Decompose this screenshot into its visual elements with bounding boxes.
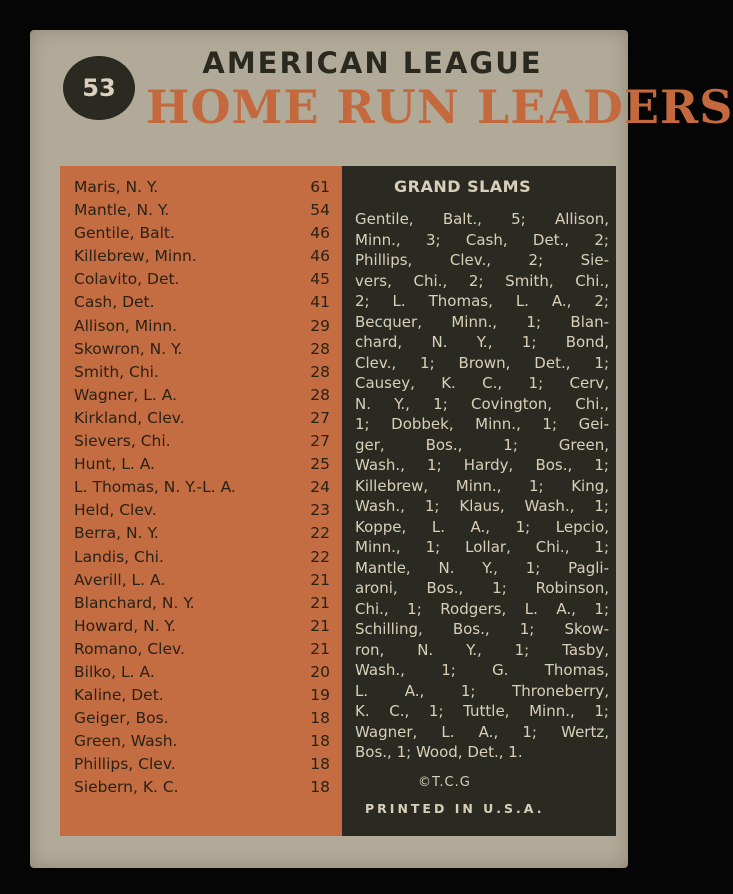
grand-slams-line: Mantle, N. Y., 1; Pagli- bbox=[355, 558, 609, 577]
leader-home-runs: 29 bbox=[310, 316, 330, 335]
leader-row bbox=[74, 245, 330, 268]
leader-home-runs: 20 bbox=[310, 662, 330, 681]
leader-name: Phillips, Clev. bbox=[74, 755, 176, 774]
grand-slams-line: Minn., 1; Lollar, Chi., 1; bbox=[355, 538, 609, 556]
leader-home-runs: 27 bbox=[310, 432, 330, 451]
leader-home-runs: 18 bbox=[310, 755, 330, 774]
grand-slams-line: chard, N. Y., 1; Bond, bbox=[355, 333, 609, 351]
leader-row bbox=[74, 546, 330, 569]
grand-slams-line: K. C., 1; Tuttle, Minn., 1; bbox=[355, 702, 609, 720]
leader-home-runs: 19 bbox=[310, 686, 330, 705]
leader-row bbox=[74, 661, 330, 684]
leader-name: Allison, Minn. bbox=[74, 316, 178, 335]
leader-home-runs: 18 bbox=[310, 778, 330, 797]
grand-slams-line: Chi., 1; Rodgers, L. A., 1; bbox=[355, 599, 609, 618]
leader-row bbox=[74, 291, 330, 314]
grand-slams-line: ron, N. Y., 1; Tasby, bbox=[355, 640, 609, 659]
grand-slams-line: Wash., 1; Klaus, Wash., 1; bbox=[355, 497, 609, 515]
grand-slams-line: 2; L. Thomas, L. A., 2; bbox=[355, 292, 609, 310]
leaders-list bbox=[74, 176, 330, 800]
leader-row bbox=[74, 776, 330, 799]
leader-name: Smith, Chi. bbox=[74, 362, 159, 381]
leader-name: Kaline, Det. bbox=[74, 686, 164, 705]
grand-slams-line: vers, Chi., 2; Smith, Chi., bbox=[355, 271, 609, 290]
leader-name: Killebrew, Minn. bbox=[74, 247, 197, 266]
grand-slams-line: aroni, Bos., 1; Robinson, bbox=[355, 579, 609, 597]
leader-name: Green, Wash. bbox=[74, 732, 178, 751]
leader-row bbox=[74, 430, 330, 453]
leader-home-runs: 22 bbox=[310, 524, 330, 543]
leader-name: Howard, N. Y. bbox=[74, 616, 176, 635]
leader-row bbox=[74, 453, 330, 476]
title-league: AMERICAN LEAGUE bbox=[202, 46, 543, 80]
leader-name: Kirkland, Clev. bbox=[74, 408, 185, 427]
grand-slams-line: Wash., 1; G. Thomas, bbox=[355, 661, 609, 679]
leader-home-runs: 45 bbox=[310, 270, 330, 289]
grand-slams-line: L. A., 1; Throneberry, bbox=[355, 681, 609, 700]
leader-name: Landis, Chi. bbox=[74, 547, 164, 566]
card-number: 53 bbox=[82, 74, 116, 102]
leader-home-runs: 22 bbox=[310, 547, 330, 566]
leader-name: Gentile, Balt. bbox=[74, 224, 175, 243]
leader-name: L. Thomas, N. Y.-L. A. bbox=[74, 478, 236, 497]
leader-name: Berra, N. Y. bbox=[74, 524, 159, 543]
leader-row bbox=[74, 407, 330, 430]
leader-row bbox=[74, 268, 330, 291]
leader-name: Averill, L. A. bbox=[74, 570, 166, 589]
leader-home-runs: 21 bbox=[310, 570, 330, 589]
leader-name: Cash, Det. bbox=[74, 293, 155, 312]
grand-slams-line: Wash., 1; Hardy, Bos., 1; bbox=[355, 456, 609, 474]
grand-slams-title: GRAND SLAMS bbox=[394, 177, 532, 196]
leader-row bbox=[74, 707, 330, 730]
leader-name: Hunt, L. A. bbox=[74, 455, 155, 474]
leader-row bbox=[74, 384, 330, 407]
leader-row bbox=[74, 222, 330, 245]
leader-name: Skowron, N. Y. bbox=[74, 339, 183, 358]
leader-row bbox=[74, 569, 330, 592]
leader-row bbox=[74, 199, 330, 222]
leader-row bbox=[74, 753, 330, 776]
grand-slams-line: Killebrew, Minn., 1; King, bbox=[355, 476, 609, 495]
leader-home-runs: 24 bbox=[310, 478, 330, 497]
grand-slams-line: Minn., 3; Cash, Det., 2; bbox=[355, 230, 609, 249]
leader-name: Blanchard, N. Y. bbox=[74, 593, 195, 612]
grand-slams-line: Koppe, L. A., 1; Lepcio, bbox=[355, 517, 609, 536]
leader-name: Wagner, L. A. bbox=[74, 385, 178, 404]
leader-home-runs: 25 bbox=[310, 455, 330, 474]
leader-home-runs: 28 bbox=[310, 339, 330, 358]
card-number-badge bbox=[63, 56, 135, 120]
leader-row bbox=[74, 176, 330, 199]
leader-home-runs: 21 bbox=[310, 593, 330, 612]
leader-home-runs: 27 bbox=[310, 408, 330, 427]
leader-home-runs: 21 bbox=[310, 639, 330, 658]
leader-row bbox=[74, 638, 330, 661]
leader-row bbox=[74, 730, 330, 753]
grand-slams-line: 1; Dobbek, Minn., 1; Gei- bbox=[355, 415, 609, 433]
grand-slams-line: Wagner, L. A., 1; Wertz, bbox=[355, 722, 609, 741]
leader-name: Maris, N. Y. bbox=[74, 178, 159, 196]
grand-slams-line: ger, Bos., 1; Green, bbox=[355, 435, 609, 454]
grand-slams-line: Bos., 1; Wood, Det., 1. bbox=[355, 743, 523, 761]
leader-home-runs: 46 bbox=[310, 224, 330, 243]
grand-slams-line: N. Y., 1; Covington, Chi., bbox=[355, 394, 609, 413]
leader-home-runs: 61 bbox=[310, 178, 330, 196]
leader-row bbox=[74, 315, 330, 338]
grand-slams-line: Schilling, Bos., 1; Skow- bbox=[355, 620, 609, 638]
leader-home-runs: 41 bbox=[310, 293, 330, 312]
leader-home-runs: 23 bbox=[310, 501, 330, 520]
leader-row bbox=[74, 684, 330, 707]
leader-name: Colavito, Det. bbox=[74, 270, 180, 289]
leader-row bbox=[74, 338, 330, 361]
title-category: HOME RUN LEADERS bbox=[146, 80, 733, 134]
leader-row bbox=[74, 615, 330, 638]
leader-row bbox=[74, 476, 330, 499]
leader-name: Held, Clev. bbox=[74, 501, 157, 520]
leader-name: Bilko, L. A. bbox=[74, 662, 155, 681]
leader-name: Geiger, Bos. bbox=[74, 709, 169, 728]
leader-row bbox=[74, 522, 330, 545]
leader-name: Romano, Clev. bbox=[74, 639, 185, 658]
grand-slams-line: Gentile, Balt., 5; Allison, bbox=[355, 210, 609, 228]
leader-name: Sievers, Chi. bbox=[74, 432, 171, 451]
leader-home-runs: 21 bbox=[310, 616, 330, 635]
grand-slams-line: Becquer, Minn., 1; Blan- bbox=[355, 312, 609, 331]
leader-home-runs: 18 bbox=[310, 732, 330, 751]
grand-slams-line: Phillips, Clev., 2; Sie- bbox=[355, 251, 609, 269]
leader-row bbox=[74, 592, 330, 615]
grand-slams-line: Causey, K. C., 1; Cerv, bbox=[355, 374, 609, 392]
leader-home-runs: 18 bbox=[310, 709, 330, 728]
grand-slams-line: Clev., 1; Brown, Det., 1; bbox=[355, 353, 609, 372]
copyright-text: ©T.C.G bbox=[418, 775, 471, 790]
printed-in-text: PRINTED IN U.S.A. bbox=[365, 801, 545, 816]
leader-home-runs: 54 bbox=[310, 201, 330, 220]
leader-row bbox=[74, 361, 330, 384]
grand-slams-text bbox=[355, 209, 609, 763]
leader-name: Siebern, K. C. bbox=[74, 778, 179, 797]
leader-row bbox=[74, 499, 330, 522]
leader-home-runs: 28 bbox=[310, 362, 330, 381]
leader-home-runs: 46 bbox=[310, 247, 330, 266]
leader-name: Mantle, N. Y. bbox=[74, 201, 170, 220]
leader-home-runs: 28 bbox=[310, 385, 330, 404]
